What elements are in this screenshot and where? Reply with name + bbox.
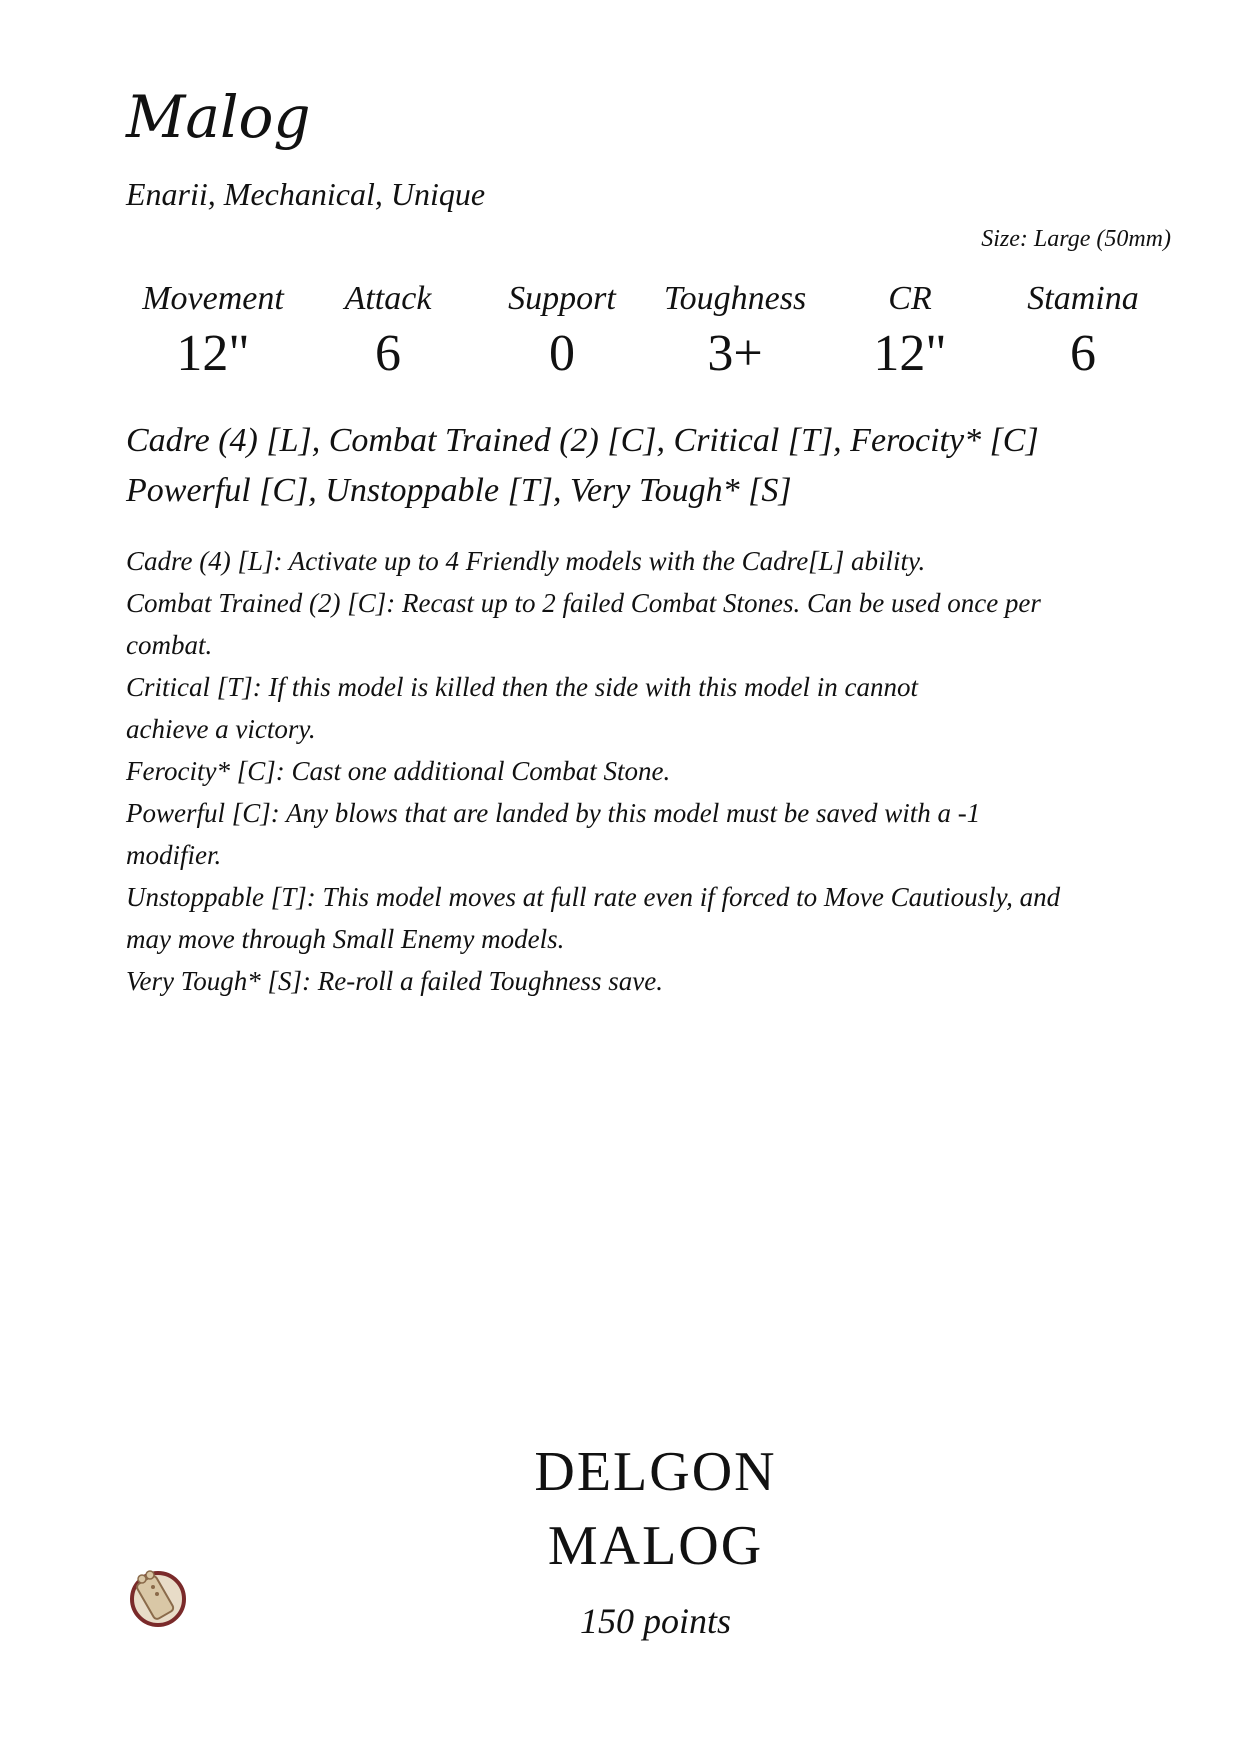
stat-value: 6 [375,325,401,382]
faction-name: DELGON [534,1441,777,1503]
stat-movement [128,280,298,383]
faction-title [0,1435,1241,1583]
faction-model: MALOG [547,1515,764,1577]
ability-list [126,416,1126,516]
ability-line: Powerful [C], Unstoppable [T], Very Tough* [S] [126,472,792,509]
stat-value: 3+ [707,325,763,382]
stat-label: CR [888,280,932,317]
rule-ferocity: Ferocity* [C]: Cast one additional Combat Stone. [126,756,671,786]
points-cost: 150 points [579,1601,731,1641]
rule-critical: Critical [T]: If this model is killed then the side with this model in cannot achieve a victory. [126,672,918,744]
model-name: Malog [126,83,311,151]
stat-cr [825,280,995,383]
stat-support [477,280,647,383]
rule-unstoppable: Unstoppable [T]: This model moves at full rate even if forced to Move Cautiously, and may move through Small Enemy models. [126,882,1061,954]
stat-value: 12" [176,325,250,382]
stat-label: Stamina [1027,280,1139,317]
rules-text [126,540,1106,1002]
stat-label: Attack [344,280,432,317]
stat-toughness [650,280,820,383]
rule-very-tough: Very Tough* [S]: Re-roll a failed Toughness save. [126,966,663,996]
stat-value: 0 [549,325,575,382]
base-size: Size: Large (50mm) [981,226,1171,252]
faction-emblem-icon [126,1565,190,1629]
stat-label: Movement [142,280,284,317]
stat-label: Support [508,280,616,317]
rule-combat-trained: Combat Trained (2) [C]: Recast up to 2 failed Combat Stones. Can be used once per combat. [126,588,1041,660]
stat-value: 12" [873,325,947,382]
stat-value: 6 [1070,325,1096,382]
ability-line: Cadre (4) [L], Combat Trained (2) [C], Critical [T], Ferocity* [C] [126,422,1039,459]
stat-attack [303,280,473,383]
stat-label: Toughness [663,280,807,317]
rule-cadre: Cadre (4) [L]: Activate up to 4 Friendly models with the Cadre[L] ability. [126,546,926,576]
stat-stamina [998,280,1168,383]
model-keywords: Enarii, Mechanical, Unique [126,176,486,212]
rule-powerful: Powerful [C]: Any blows that are landed by this model must be saved with a -1 modifier. [126,798,981,870]
